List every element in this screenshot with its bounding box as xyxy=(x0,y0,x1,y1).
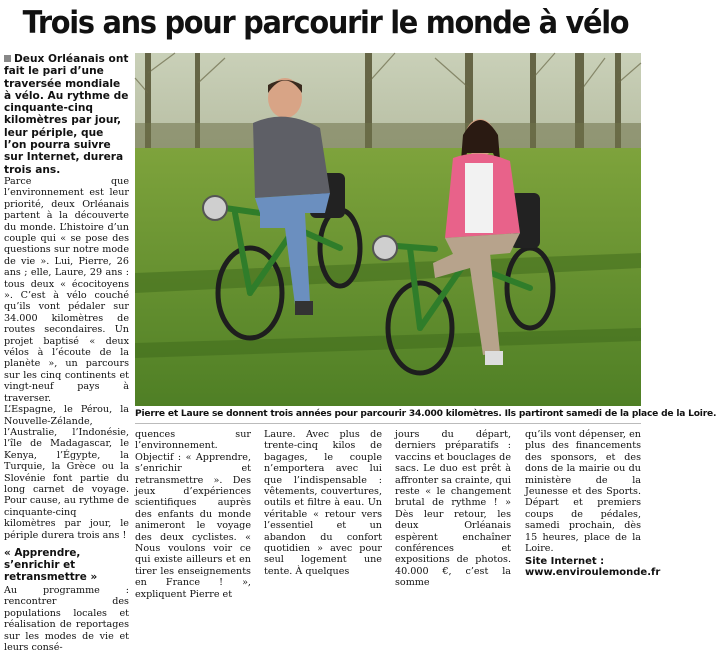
body-paragraph-1: Parce que l’environnement est leur priorité, deux Orléanais partent à la découverte du monde. L’histoire d’un couple qui « se pose des questions sur notre mode de vie ». Lui, Pierre, 26 ans ; elle, Laure, 29 ans : tous deux « écocitoyens ». C’est à vélo couché qu’ils vont pédaler sur 34.000 kilomètres de routes secondaires. Un projet baptisé « deux vélos à l’écoute de la planète », un parcours sur les cinq continents et vingt-neuf pays à traverser. xyxy=(4,175,129,404)
website-link[interactable]: www.enviroulemonde.fr xyxy=(525,567,661,579)
article-column-1 xyxy=(4,53,129,653)
column-5-text: qu’ils vont dépenser, en plus des financements des sponsors, et des dons de la mairie ou du ministère de la Jeunesse et des Sports. Départ et premiers coups de pédales, samedi prochain, dès 15 heures, place de la Loire. xyxy=(525,429,641,555)
article-column-3 xyxy=(264,429,382,577)
article-column-2 xyxy=(135,429,251,600)
article-photo xyxy=(135,53,641,406)
website-label: Site Internet : xyxy=(525,556,605,568)
lede-text: Deux Orléanais ont fait le pari d’une traversée mondiale à vélo. Au rythme de cinquante-cinq kilomètres par jour, leur périple, que l’on pourra suivre sur Internet, durera trois ans. xyxy=(4,53,129,176)
column-3-text: Laure. Avec plus de trente-cinq kilos de bagages, le couple n’emportera avec lui que l’indispensable : vêtements, couvertures, outils et filtre à eau. Un véritable « retour vers l’essentiel et un abandon du confort quotidien » avec pour seul logement une tente. À quelques xyxy=(264,429,382,577)
headline: Trois ans pour parcourir le monde à vélo xyxy=(22,5,629,41)
column-4-text: jours du départ, derniers préparatifs : vaccins et bouclages de sacs. Le duo est prêt à affronter sa crainte, qui reste « le changement brutal de rythme ! » Dès leur retour, les deux Orléanais espèrent enchaîner conférences et expositions de photos. 40.000 €, c’est la somme xyxy=(395,429,511,589)
body-paragraph-2: L’Espagne, le Pérou, la Nouvelle-Zélande, l’Australie, l’Indonésie, l’île de Madagascar, le Kenya, l’Égypte, la Turquie, la Grèce ou la Slovénie font partie du long carnet de voyage. Pour cause, au rythme de cinquante-cinq kilomètres par jour, le périple durera trois ans ! xyxy=(4,404,129,541)
column-2-text: quences sur l’environnement. Objectif : « Apprendre, s’enrichir et retransmettre ». Des jeux d’expériences scientifiques auprès des enfants du monde animeront le voyage des deux cyclistes. « Nous voulons voir ce qui existe ailleurs et en tirer les enseignements en France ! », expliquent Pierre et xyxy=(135,429,251,600)
article-column-4 xyxy=(395,429,511,589)
article-column-5 xyxy=(525,429,661,579)
caption-rule xyxy=(135,423,641,424)
body-paragraph-3: Au programme : rencontrer des populations locales et réalisation de reportages sur les modes de vie et leurs consé- xyxy=(4,584,129,653)
subheading: « Apprendre, s’enrichir et retransmettre » xyxy=(4,546,98,583)
lede-paragraph xyxy=(4,53,129,176)
photo-caption: Pierre et Laure se donnent trois années pour parcourir 34.000 kilomètres. Ils partiront samedi de la place de la Loire. xyxy=(135,409,716,419)
bullet-square-icon xyxy=(4,55,11,62)
